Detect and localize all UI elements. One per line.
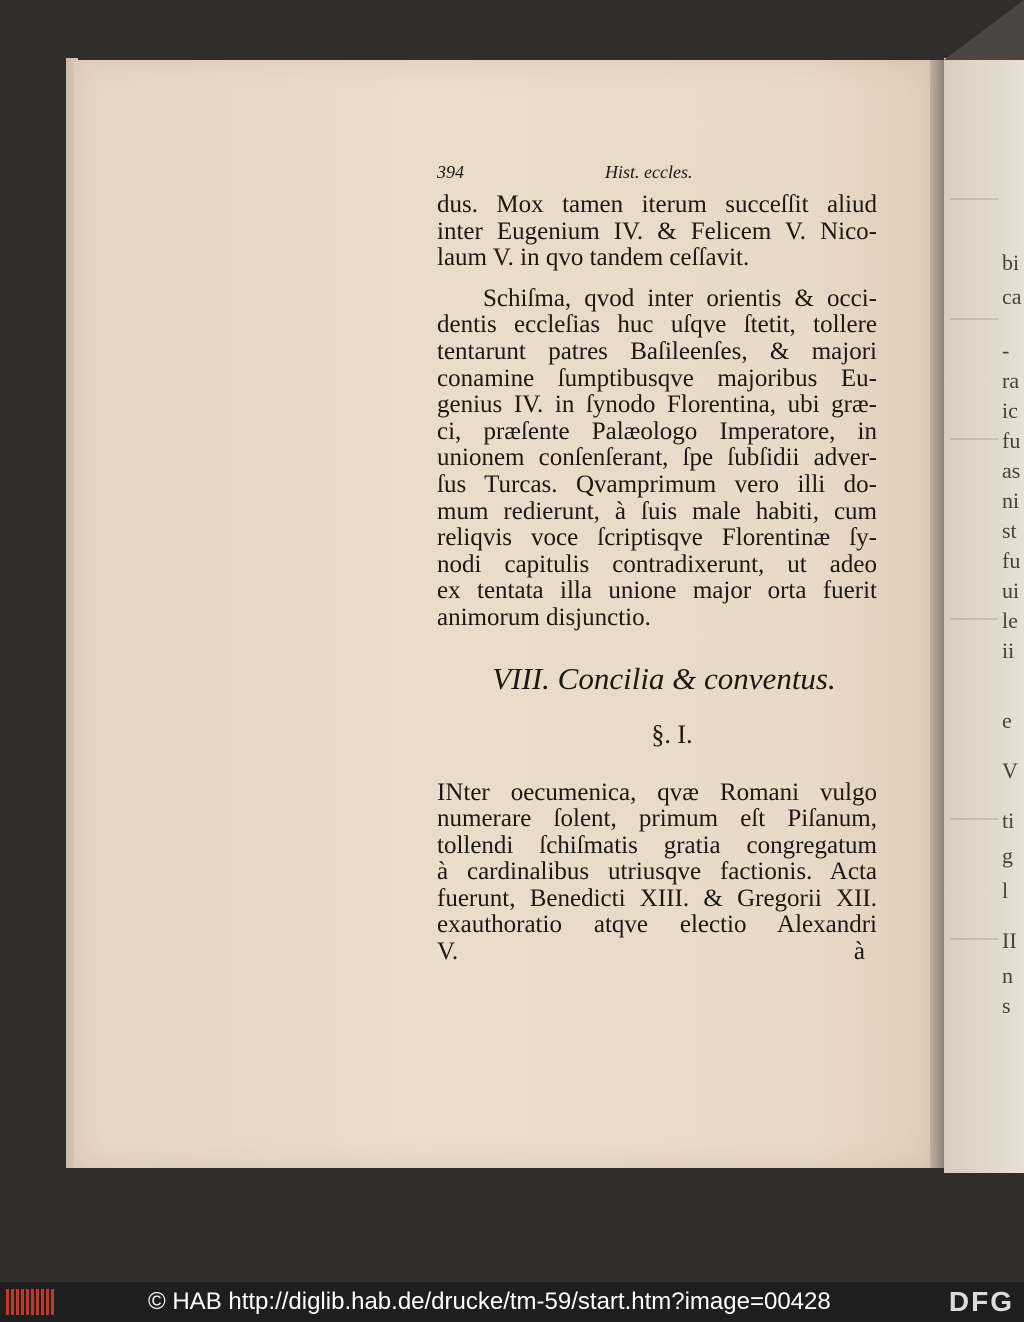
adjacent-fragment: l: [1002, 878, 1009, 903]
text-line: mum redierunt, à ſuis male habiti, cum: [437, 497, 877, 525]
text-line: tentarunt patres Baſileenſes, & majori: [437, 337, 877, 365]
text-line: fuerunt, Benedicti XIII. & Gregorii XII.: [437, 884, 877, 912]
adjacent-fragment: n: [1002, 963, 1013, 988]
text-line: à cardinalibus utriusqve factionis. Acta: [437, 858, 877, 886]
viewer-footer: [0, 1282, 1024, 1322]
text-line: Schiſma, qvod inter orientis & occi-: [483, 284, 877, 312]
text-line: unionem conſenſerant, ſpe ſubſidii adver-: [437, 444, 877, 472]
text-line: INter oecumenica, qvæ Romani vulgo: [437, 778, 877, 806]
adjacent-fragment: ca: [1002, 284, 1022, 309]
adjacent-fragment: ti: [1002, 808, 1015, 833]
text-line: laum V. in qvo tandem ceſſavit.: [437, 244, 750, 272]
adjacent-fragment: as: [1002, 458, 1021, 483]
adjacent-fragment: s: [1002, 993, 1011, 1018]
running-head: Hist. eccles.: [605, 162, 693, 182]
text-line: ci, præſente Palæologo Imperatore, in: [437, 417, 877, 445]
corner-shadow: [944, 0, 1024, 60]
adjacent-fragment: fu: [1002, 428, 1021, 453]
adjacent-fragment: V: [1002, 758, 1018, 783]
text-line: tollendi ſchiſmatis gratia congregatum: [437, 831, 877, 859]
text-line: exauthoratio atqve electio Alexandri: [437, 911, 877, 939]
barcode-icon: [6, 1289, 54, 1315]
adjacent-fragment: ui: [1002, 578, 1020, 603]
text-line: genius IV. in ſynodo Florentina, ubi græ-: [437, 391, 877, 419]
adjacent-fragment: -: [1002, 338, 1010, 363]
text-line: numerare ſolent, primum eſt Piſanum,: [437, 805, 877, 833]
text-line: conamine ſumptibusqve majoribus Eu-: [437, 364, 877, 392]
page-text: [437, 162, 877, 966]
adjacent-fragment: fu: [1002, 548, 1021, 573]
text-line: dus. Mox tamen iterum succeſſit aliud: [437, 191, 877, 218]
adjacent-page: [944, 58, 1024, 1173]
text-line: reliqvis voce ſcriptisqve Florentinæ ſy-: [437, 524, 877, 552]
adjacent-fragment: ra: [1002, 368, 1020, 393]
adjacent-fragment: st: [1002, 518, 1017, 543]
adjacent-fragment: II: [1002, 928, 1017, 953]
text-line: inter Eugenium IV. & Felicem V. Nico-: [437, 217, 877, 245]
adjacent-fragment: e: [1002, 708, 1012, 733]
book-gutter: [930, 60, 944, 1168]
dfg-logo: DFG: [948, 1286, 1014, 1317]
text-line: animorum disjunctio.: [437, 603, 651, 631]
section-body: [437, 780, 877, 966]
copyright-link[interactable]: © HAB http://diglib.hab.de/drucke/tm-59/start.htm?image=00428: [148, 1288, 831, 1315]
text-line: ſus Turcas. Qvamprimum vero illi do-: [437, 470, 877, 498]
running-header: [437, 162, 877, 192]
paragraph-mark: §. I.: [651, 719, 693, 749]
adjacent-fragment: ni: [1002, 488, 1020, 513]
text-line: dentis eccleſias huc uſqve ſtetit, tollere: [437, 311, 877, 339]
text-line: ex tentata illa unione major orta fuerit: [437, 577, 877, 605]
text-line: nodi capitulis contradixerunt, ut adeo: [437, 550, 877, 578]
adjacent-fragment: le: [1002, 608, 1018, 633]
section-heading: VIII. Concilia & conventus.: [492, 660, 836, 696]
catchword: V. à: [437, 938, 865, 966]
adjacent-fragment: g: [1002, 843, 1013, 868]
adjacent-fragment: ii: [1002, 638, 1015, 663]
adjacent-fragment: bi: [1002, 250, 1020, 275]
page-number: 394: [437, 162, 464, 182]
adjacent-fragment: ic: [1002, 398, 1018, 423]
